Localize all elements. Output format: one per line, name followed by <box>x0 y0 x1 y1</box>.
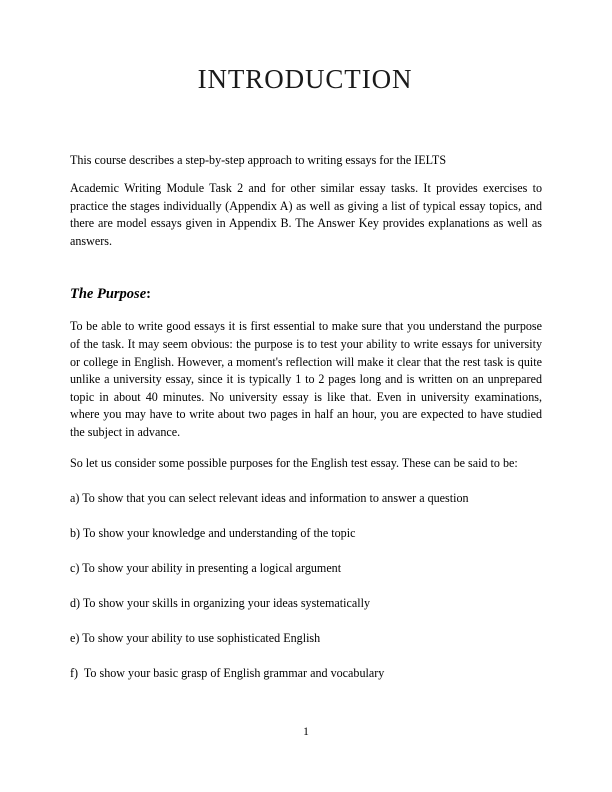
list-item: b) To show your knowledge and understanding of the topic <box>70 525 356 540</box>
intro-lead-paragraph: This course describes a step-by-step approach to writing essays for the IELTS <box>70 153 447 167</box>
list-item: e) To show your ability to use sophisticated English <box>70 630 321 645</box>
section-heading-the-purpose <box>70 284 542 304</box>
section-heading-label: The Purpose <box>70 286 147 303</box>
list-item: d) To show your skills in organizing your ideas systematically <box>70 595 371 610</box>
list-item: a) To show that you can select relevant ideas and information to answer a question <box>70 490 469 505</box>
purpose-list-lead: So let us consider some possible purposes for the English test essay. These can be said to be: <box>70 455 518 470</box>
list-item: f) To show your basic grasp of English grammar and vocabulary <box>70 665 385 680</box>
intro-body-paragraph: Academic Writing Module Task 2 and for other similar essay tasks. It provides exercises to practice the stages individually (Appendix A) as well as giving a list of typical essay topics, and there are model essays given in Appendix B. The Answer Key provides explanations as well as answers. <box>70 181 542 248</box>
section-heading-colon: : <box>146 286 151 303</box>
purpose-heading-wrapper <box>70 284 542 304</box>
purpose-list <box>70 490 542 682</box>
list-item: c) To show your ability in presenting a logical argument <box>70 560 342 575</box>
document-content <box>70 62 542 682</box>
page-number: 1 <box>303 726 309 738</box>
introduction-section <box>70 152 542 250</box>
purpose-body-paragraph: To be able to write good essays it is first essential to make sure that you understand the purpose of the task. It may seem obvious: the purpose is to test your ability to write essays for university or college in English. However, a moment's reflection will make it clear that the rest task is quite unlike a university essay, since it is typically 1 to 2 pages long and is written on an unprepared topic in about 40 minutes. No university essay is like that. Even in university examinations, where you may have to write about two pages in half an hour, you are expected to have studied the subject in advance. <box>70 319 542 439</box>
page-title: INTRODUCTION <box>197 64 413 94</box>
